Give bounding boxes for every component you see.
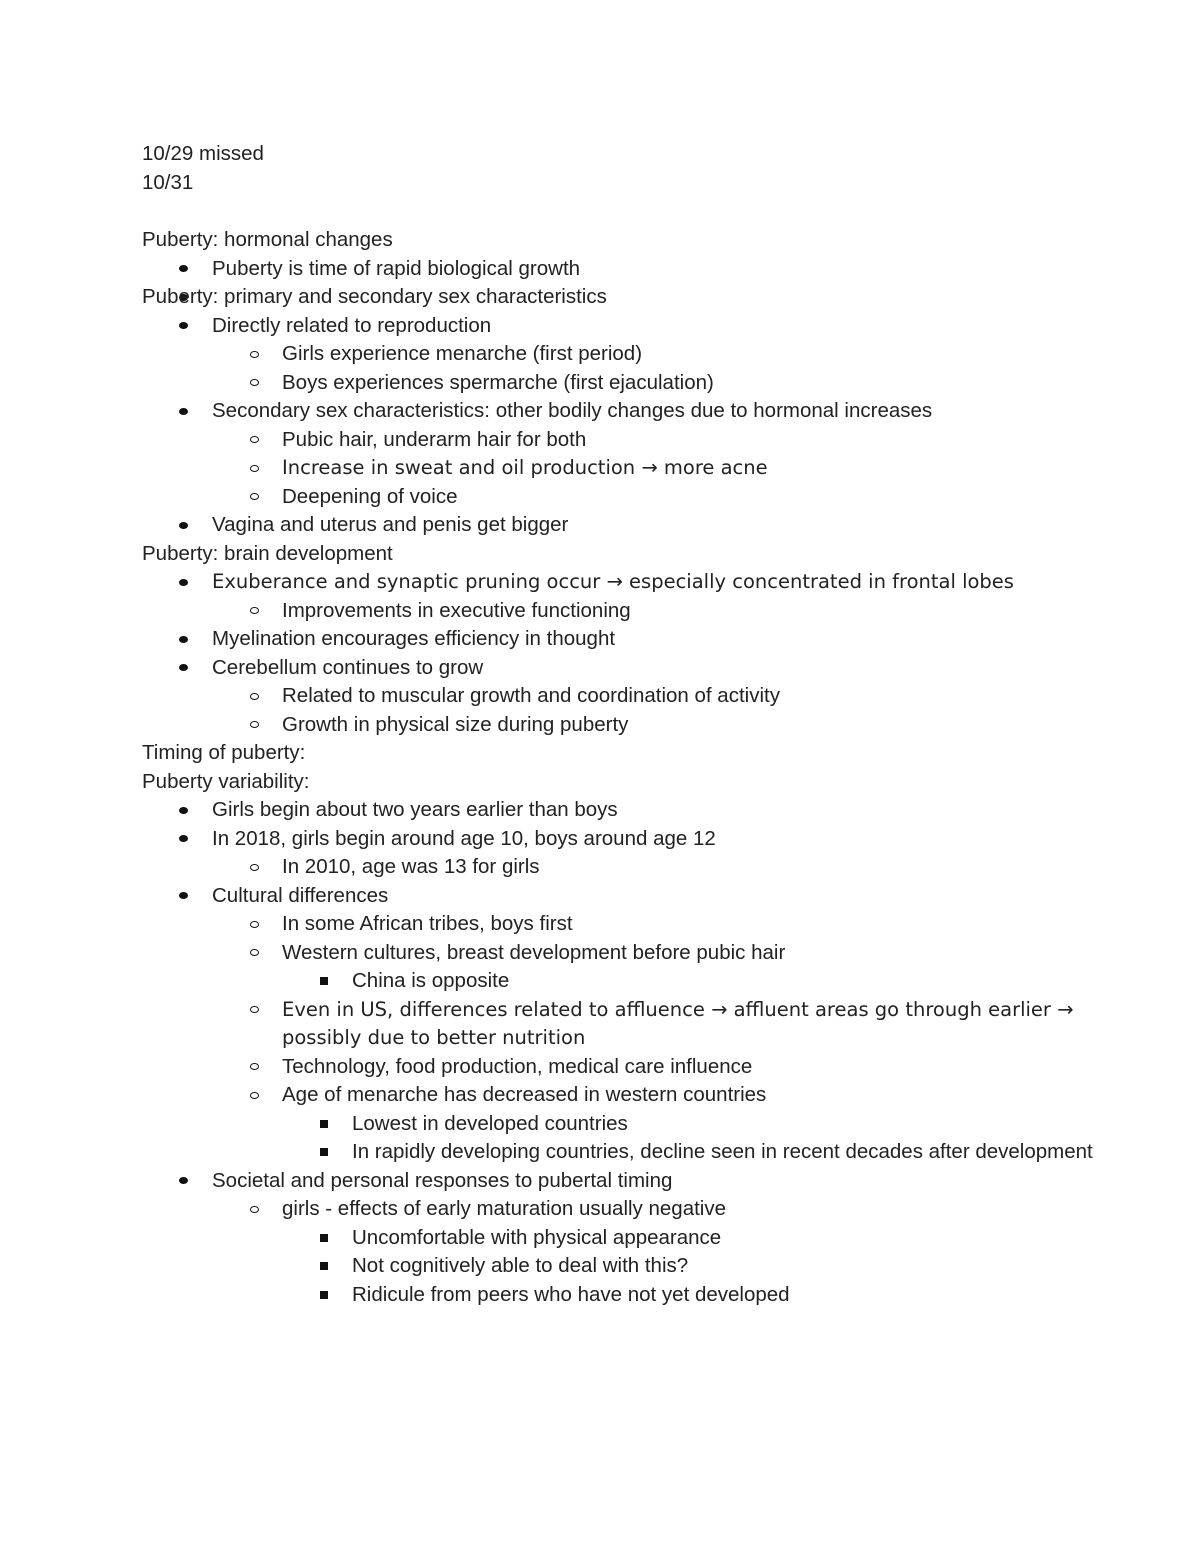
bullet-circle-icon [247,853,261,882]
list-item [142,1167,1102,1196]
line-text: Even in US, differences related to affluence → affluent areas go through earlier → possibly due to better nutrition [282,997,1074,1049]
line-text: In rapidly developing countries, decline seen in recent decades after development [352,1140,1093,1163]
bullet-disc-icon [176,255,190,284]
section-heading [142,283,1102,312]
bullet-circle-icon [247,1053,261,1082]
list-item [142,1252,1102,1281]
line-text: China is opposite [352,969,510,992]
bullet-circle-icon [247,910,261,939]
date-line: 10/29 missed [142,142,264,165]
list-item [142,1281,1102,1310]
line-text: Puberty: brain development [142,541,393,565]
list-item [142,910,1102,939]
bullet-circle-icon [247,682,261,711]
bullet-circle-icon [247,426,261,455]
list-item [142,853,1102,882]
bullet-disc-icon [176,654,190,683]
bullet-disc-icon [176,825,190,854]
bullet-square-icon [317,1281,331,1310]
line-text: Girls begin about two years earlier than boys [212,798,618,821]
bullet-circle-icon [247,711,261,740]
line-text: Boys experiences spermarche (first ejaculation) [282,370,714,394]
line-text: Exuberance and synaptic pruning occur → especially concentrated in frontal lobes [212,570,1014,593]
list-item [142,426,1102,455]
list-item [142,397,1102,426]
line-text: Vagina and uterus and penis get bigger [212,513,569,536]
list-item [142,939,1102,968]
list-item [142,454,1102,483]
list-item [142,312,1102,341]
line-text: Deepening of voice [282,484,458,508]
list-item [142,568,1102,597]
blank-line [142,197,1102,226]
line-text: Secondary sex characteristics: other bodily changes due to hormonal increases [212,399,933,422]
line-text: Western cultures, breast development before pubic hair [282,940,786,964]
line-text: Uncomfortable with physical appearance [352,1225,722,1249]
line-text: Myelination encourages efficiency in thought [212,627,616,650]
list-item [142,967,1102,996]
line-text: Improvements in executive functioning [282,598,631,622]
notes-outline [142,226,1102,1309]
bullet-circle-icon [247,483,261,512]
line-text: Girls experience menarche (first period) [282,342,643,365]
line-text: Lowest in developed countries [352,1111,628,1135]
line-text: Age of menarche has decreased in western countries [282,1083,767,1106]
line-text: Directly related to reproduction [212,313,492,337]
bullet-circle-icon [247,597,261,626]
bullet-circle-icon [247,996,261,1025]
list-item [142,511,1102,540]
list-item [142,882,1102,911]
list-item [142,1195,1102,1224]
line-text: Increase in sweat and oil production → more acne [282,456,768,479]
line-text: Not cognitively able to deal with this? [352,1254,689,1277]
list-item [142,996,1102,1053]
document-body [142,140,1102,1309]
line-text: girls - effects of early maturation usually negative [282,1197,727,1220]
line-text: Cultural differences [212,883,389,907]
line-text: Ridicule from peers who have not yet developed [352,1282,790,1306]
bullet-circle-icon [247,454,261,483]
list-item [142,711,1102,740]
bullet-disc-icon [176,568,190,597]
bullet-disc-icon [176,882,190,911]
line-text: Timing of puberty: [142,741,306,764]
bullet-circle-icon [247,340,261,369]
line-text: Puberty is time of rapid biological growth [212,256,581,280]
list-item [142,1053,1102,1082]
bullet-square-icon [317,967,331,996]
line-text: Puberty: hormonal changes [142,228,393,251]
bullet-square-icon [317,1110,331,1139]
line-text: Cerebellum continues to grow [212,655,484,679]
line-text: Puberty: primary and secondary sex characteristics [142,285,607,308]
line-text: In 2018, girls begin around age 10, boys around age 12 [212,826,716,850]
list-item [142,825,1102,854]
bullet-disc-icon [176,1167,190,1196]
list-item [142,340,1102,369]
list-item [142,1138,1102,1167]
list-item [142,1110,1102,1139]
list-item [142,1081,1102,1110]
date-line: 10/31 [142,170,194,194]
bullet-square-icon [317,1224,331,1253]
section-heading [142,768,1102,797]
list-item [142,625,1102,654]
list-item [142,796,1102,825]
line-text: In 2010, age was 13 for girls [282,855,540,878]
section-heading [142,739,1102,768]
bullet-circle-icon [247,1081,261,1110]
line-text: In some African tribes, boys first [282,912,573,935]
list-item [142,369,1102,398]
bullet-disc-icon [176,397,190,426]
line-text: Related to muscular growth and coordination of activity [282,684,780,707]
section-heading [142,226,1102,255]
bullet-square-icon [317,1138,331,1167]
line-text: Puberty variability: [142,769,310,793]
bullet-circle-icon [247,939,261,968]
bullet-disc-icon [176,625,190,654]
line-text: Growth in physical size during puberty [282,712,629,736]
list-item [142,654,1102,683]
section-heading [142,540,1102,569]
list-item [142,255,1102,284]
bullet-circle-icon [247,1195,261,1224]
list-item [142,597,1102,626]
bullet-circle-icon [247,369,261,398]
line-text: Societal and personal responses to pubertal timing [212,1168,673,1192]
line-text: Pubic hair, underarm hair for both [282,427,587,451]
bullet-disc-icon [176,511,190,540]
list-item [142,1224,1102,1253]
list-item [142,483,1102,512]
list-item [142,682,1102,711]
bullet-disc-icon [176,796,190,825]
bullet-disc-icon [176,312,190,341]
line-text: Technology, food production, medical care influence [282,1054,753,1078]
bullet-square-icon [317,1252,331,1281]
